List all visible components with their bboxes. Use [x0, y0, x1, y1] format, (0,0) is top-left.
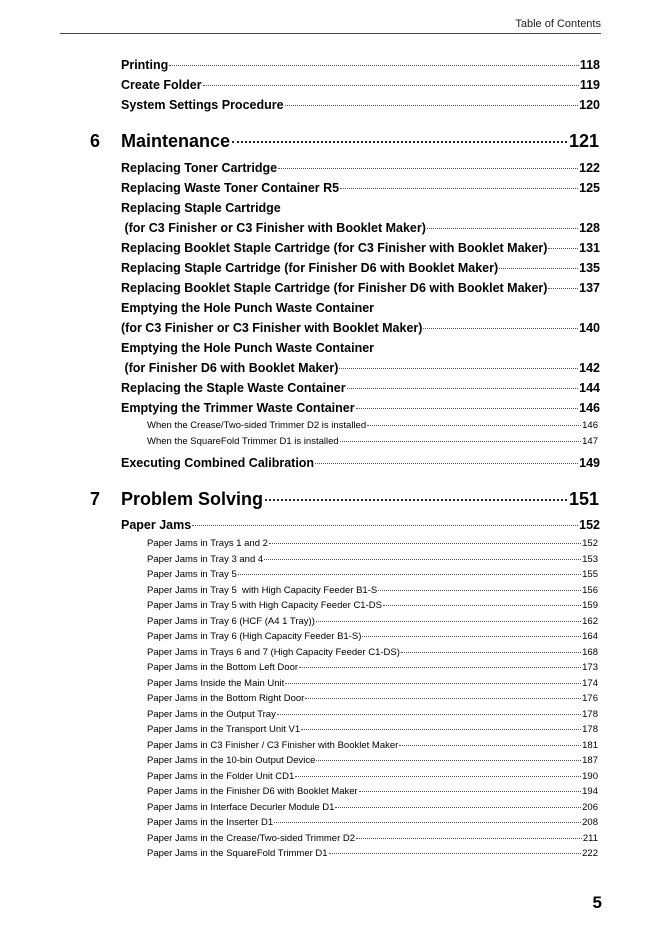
toc-entry-label: Replacing Waste Toner Container R5: [121, 181, 340, 195]
toc-subentry[interactable]: [147, 709, 598, 720]
toc-subentry[interactable]: [147, 585, 598, 596]
toc-subentry-label: Paper Jams in Trays 6 and 7 (High Capacity Feeder C1-DS): [147, 647, 400, 658]
toc-entry-page: 135: [579, 261, 600, 275]
leader-dots: [315, 463, 578, 464]
leader-dots: [278, 168, 578, 169]
toc-subentry-label: Paper Jams in the Bottom Right Door: [147, 693, 305, 704]
toc-subentry-label: Paper Jams in the Bottom Left Door: [147, 662, 299, 673]
toc-entry-system-settings[interactable]: [121, 98, 600, 112]
toc-entry[interactable]: [121, 161, 600, 175]
toc-subentry-label: Paper Jams in C3 Finisher / C3 Finisher with Booklet Maker: [147, 740, 399, 751]
toc-entry-label: Replacing Booklet Staple Cartridge (for C3 Finisher with Booklet Maker): [121, 241, 548, 255]
toc-entry-page: 140: [579, 321, 600, 335]
toc-entry-label: Create Folder: [121, 78, 202, 92]
toc-subentry-label: Paper Jams in the Inserter D1: [147, 817, 274, 828]
toc-entry[interactable]: [121, 341, 600, 355]
toc-subentry[interactable]: [147, 817, 598, 828]
leader-dots: [269, 543, 581, 544]
toc-entry[interactable]: [121, 301, 600, 315]
toc-subentry-page: 173: [582, 662, 598, 673]
leader-dots: [265, 499, 567, 501]
toc-entry[interactable]: [121, 221, 600, 235]
toc-subentry-page: 155: [582, 569, 598, 580]
toc-subentry-label: Paper Jams in the Folder Unit CD1: [147, 771, 295, 782]
toc-subentry-label: Paper Jams in Trays 1 and 2: [147, 538, 268, 549]
toc-subentry-page: 211: [582, 833, 598, 844]
toc-entry-label: Replacing the Staple Waste Container: [121, 381, 346, 395]
toc-entry-page: 118: [579, 58, 600, 72]
toc-subentry-page: 206: [582, 802, 598, 813]
leader-dots: [548, 248, 578, 249]
toc-entry-label: (for C3 Finisher or C3 Finisher with Booklet Maker): [121, 221, 426, 235]
toc-subentry-label: Paper Jams Inside the Main Unit: [147, 678, 285, 689]
toc-entry-label: Replacing Staple Cartridge: [121, 201, 281, 215]
toc-subentry-page: 181: [582, 740, 598, 751]
toc-subentry-label: Paper Jams in the Crease/Two-sided Trimmer D2: [147, 833, 356, 844]
toc-subentry-label: Paper Jams in the Output Tray: [147, 709, 276, 720]
toc-entry-page: 142: [579, 361, 600, 375]
toc-subentry[interactable]: [147, 647, 598, 658]
leader-dots: [356, 838, 582, 839]
toc-entry[interactable]: [121, 181, 600, 195]
toc-entry[interactable]: [121, 381, 600, 395]
leader-dots: [548, 288, 578, 289]
leader-dots: [401, 652, 581, 653]
toc-entry[interactable]: [121, 401, 600, 415]
toc-entry-page: 146: [579, 401, 600, 415]
toc-subentry-page: 153: [582, 554, 598, 565]
chapter-6-heading[interactable]: [90, 131, 599, 152]
toc-subentry[interactable]: [147, 740, 598, 751]
leader-dots: [367, 425, 581, 426]
toc-entry-page: 131: [579, 241, 600, 255]
toc-entry-page: 144: [579, 381, 600, 395]
leader-dots: [399, 745, 581, 746]
toc-entry-label: (for C3 Finisher or C3 Finisher with Booklet Maker): [121, 321, 423, 335]
leader-dots: [277, 714, 581, 715]
toc-subentry-label: Paper Jams in Interface Decurler Module D1: [147, 802, 335, 813]
toc-subentry-page: 178: [582, 724, 598, 735]
toc-entry-label: Emptying the Hole Punch Waste Container: [121, 341, 375, 355]
toc-subentry[interactable]: [147, 678, 598, 689]
toc-entry[interactable]: [121, 321, 600, 335]
leader-dots: [285, 683, 581, 684]
toc-entry-label: Emptying the Hole Punch Waste Container: [121, 301, 375, 315]
toc-entry-label: Executing Combined Calibration: [121, 456, 315, 470]
toc-subentry[interactable]: [147, 569, 598, 580]
toc-subentry[interactable]: [147, 538, 598, 549]
leader-dots: [316, 760, 581, 761]
toc-entry-page: 120: [579, 98, 600, 112]
leader-dots: [340, 441, 581, 442]
toc-subentry-label: Paper Jams in Tray 3 and 4: [147, 554, 264, 565]
toc-subentry[interactable]: [147, 771, 598, 782]
toc-entry-label: Printing: [121, 58, 169, 72]
toc-subentry-page: 194: [582, 786, 598, 797]
toc-subentry-label: Paper Jams in the Transport Unit V1: [147, 724, 301, 735]
toc-entry[interactable]: [121, 241, 600, 255]
leader-dots: [232, 141, 567, 143]
toc-entry-label: Replacing Staple Cartridge (for Finisher D6 with Booklet Maker): [121, 261, 499, 275]
leader-dots: [192, 525, 578, 526]
toc-subentry[interactable]: [147, 600, 598, 611]
chapter-number: 6: [90, 131, 101, 151]
leader-dots: [264, 559, 581, 560]
toc-subentry-label: Paper Jams in Tray 6 (High Capacity Feeder B1-S): [147, 631, 362, 642]
toc-entry-page: 125: [579, 181, 600, 195]
toc-entry-printing[interactable]: [121, 58, 600, 72]
leader-dots: [238, 574, 581, 575]
toc-subentry-page: 187: [582, 755, 598, 766]
leader-dots: [203, 85, 579, 86]
toc-entry-page: 137: [579, 281, 600, 295]
leader-dots: [301, 729, 581, 730]
toc-entry-create-folder[interactable]: [121, 78, 600, 92]
toc-subentry-page: 190: [582, 771, 598, 782]
toc-subentry[interactable]: [147, 662, 598, 673]
toc-subentry-page: 146: [582, 420, 598, 431]
toc-entry-label: (for Finisher D6 with Booklet Maker): [121, 361, 339, 375]
toc-subentry[interactable]: [147, 420, 598, 431]
toc-subentry-label: Paper Jams in Tray 6 (HCF (A4 1 Tray)): [147, 616, 315, 627]
toc-subentry[interactable]: [147, 616, 598, 627]
leader-dots: [347, 388, 579, 389]
toc-subentry-label: Paper Jams in Tray 5: [147, 569, 237, 580]
leader-dots: [378, 590, 581, 591]
leader-dots: [339, 368, 578, 369]
toc-subentry-label: Paper Jams in Tray 5 with High Capacity Feeder B1-S: [147, 585, 378, 596]
toc-subentry-page: 147: [582, 436, 598, 447]
toc-subentry-label: Paper Jams in the 10-bin Output Device: [147, 755, 316, 766]
toc-subentry[interactable]: [147, 554, 598, 565]
chapter-page: 151: [568, 489, 599, 509]
leader-dots: [316, 621, 581, 622]
toc-subentry-page: 222: [582, 848, 598, 859]
toc-subentry[interactable]: [147, 848, 598, 859]
leader-dots: [335, 807, 581, 808]
page-number: 5: [592, 893, 602, 912]
toc-subentry-label: Paper Jams in the SquareFold Trimmer D1: [147, 848, 328, 859]
toc-subentry-label: Paper Jams in the Finisher D6 with Booklet Maker: [147, 786, 358, 797]
toc-entry-page: 128: [579, 221, 600, 235]
toc-subentry-page: 162: [582, 616, 598, 627]
toc-entry-page: 149: [579, 456, 600, 470]
leader-dots: [362, 636, 581, 637]
toc-subentry-page: 159: [582, 600, 598, 611]
toc-subentry-page: 178: [582, 709, 598, 720]
toc-subentry-label: Paper Jams in Tray 5 with High Capacity Feeder C1-DS: [147, 600, 382, 611]
toc-entry[interactable]: [121, 361, 600, 375]
header-divider: [60, 33, 601, 34]
toc-subentry-page: 174: [582, 678, 598, 689]
leader-dots: [340, 188, 578, 189]
toc-subentry[interactable]: [147, 802, 598, 813]
chapter-page: 121: [568, 131, 599, 151]
toc-entry-page: 119: [579, 78, 600, 92]
toc-subentry-page: 164: [582, 631, 598, 642]
toc-subentry-label: When the SquareFold Trimmer D1 is installed: [147, 436, 339, 447]
leader-dots: [356, 408, 579, 409]
toc-subentry-page: 152: [582, 538, 598, 549]
toc-subentry-page: 168: [582, 647, 598, 658]
leader-dots: [295, 776, 581, 777]
toc-entry-label: Paper Jams: [121, 518, 192, 532]
toc-entry[interactable]: [121, 281, 600, 295]
leader-dots: [383, 605, 581, 606]
leader-dots: [359, 791, 581, 792]
toc-subentry[interactable]: [147, 436, 598, 447]
toc-subentry[interactable]: [147, 631, 598, 642]
leader-dots: [285, 105, 579, 106]
toc-subentry[interactable]: [147, 724, 598, 735]
toc-entry[interactable]: [121, 201, 600, 215]
leader-dots: [274, 822, 581, 823]
toc-subentry[interactable]: [147, 786, 598, 797]
chapter-title: Maintenance: [121, 131, 231, 151]
header-title: Table of Contents: [515, 18, 601, 30]
toc-subentry-page: 176: [582, 693, 598, 704]
toc-entry-page: 152: [579, 518, 600, 532]
leader-dots: [299, 667, 581, 668]
chapter-title: Problem Solving: [121, 489, 264, 509]
chapter-7-heading[interactable]: [90, 489, 599, 510]
toc-entry[interactable]: [121, 261, 600, 275]
toc-subentry[interactable]: [147, 833, 598, 844]
toc-subentry[interactable]: [147, 755, 598, 766]
toc-entry-label: Replacing Toner Cartridge: [121, 161, 278, 175]
toc-subentry-label: When the Crease/Two-sided Trimmer D2 is installed: [147, 420, 367, 431]
leader-dots: [305, 698, 581, 699]
toc-entry-label: System Settings Procedure: [121, 98, 284, 112]
toc-subentry-page: 156: [582, 585, 598, 596]
toc-entry-page: 122: [579, 161, 600, 175]
leader-dots: [499, 268, 578, 269]
leader-dots: [423, 328, 578, 329]
leader-dots: [329, 853, 582, 854]
chapter-number: 7: [90, 489, 101, 509]
toc-entry-calibration[interactable]: [121, 456, 600, 470]
toc-subentry-page: 208: [582, 817, 598, 828]
toc-entry-label: Emptying the Trimmer Waste Container: [121, 401, 355, 415]
leader-dots: [169, 65, 579, 66]
leader-dots: [427, 228, 578, 229]
toc-entry-label: Replacing Booklet Staple Cartridge (for Finisher D6 with Booklet Maker): [121, 281, 548, 295]
toc-entry-paper-jams[interactable]: [121, 518, 600, 532]
toc-subentry[interactable]: [147, 693, 598, 704]
